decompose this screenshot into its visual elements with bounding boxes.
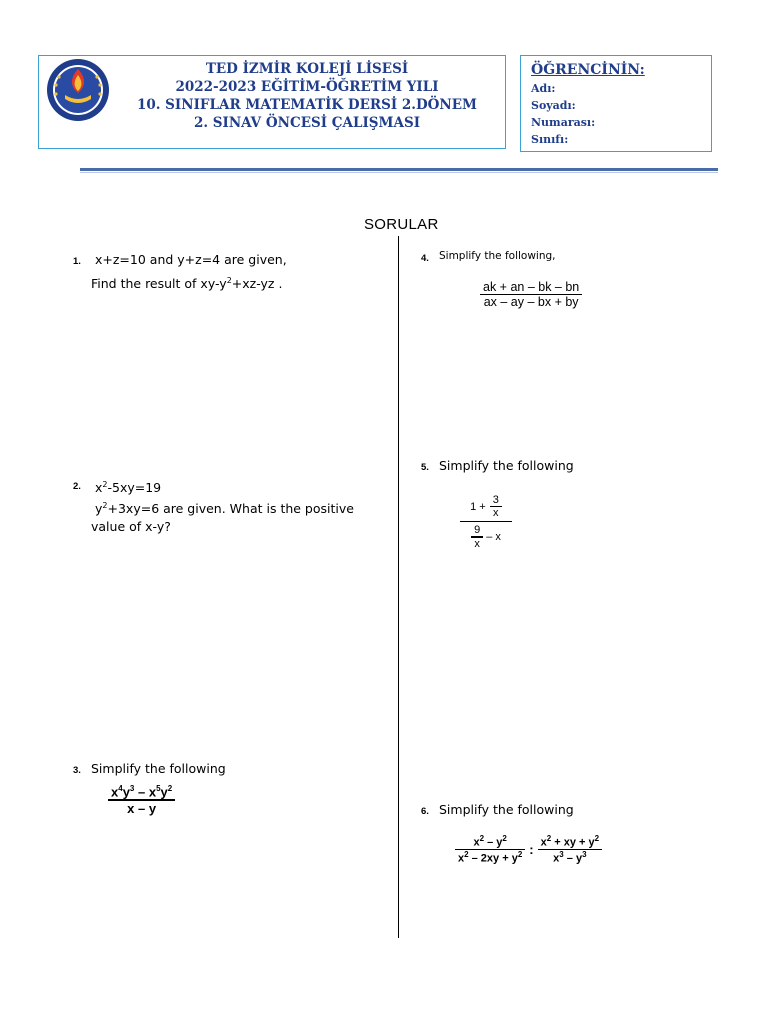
question-2-line-2: $y^2+3xy=6$ are given. What is the positive	[95, 501, 354, 517]
question-5-top	[470, 494, 502, 519]
question-3-text: Simplify the following	[91, 761, 226, 776]
question-1-line-2: Find the result of $xy-y^2+xz-yz$ .	[91, 276, 283, 292]
student-info-title: ÖĞRENCİNİN:	[531, 62, 645, 78]
question-5-complex-fraction	[460, 494, 512, 550]
question-6-fraction-1	[455, 834, 525, 865]
school-title-block	[112, 60, 502, 132]
question-4-fraction	[480, 280, 582, 309]
student-surname-field[interactable]: Soyadı:	[531, 99, 576, 112]
question-4-numerator: ak + an – bk – bn	[483, 280, 580, 294]
student-info-box	[520, 55, 712, 152]
question-5-bottom-fraction	[471, 524, 483, 549]
school-name: TED İZMİR KOLEJİ LİSESİ	[205, 61, 409, 77]
question-5-text: Simplify the following	[439, 458, 574, 473]
question-6-fraction-1-denominator: $x^2 - 2xy + y^2$	[458, 849, 523, 865]
exam-title: 2. SINAV ÖNCESİ ÇALIŞMASI	[193, 115, 421, 131]
question-2-number: 2.	[73, 481, 81, 492]
student-class-field[interactable]: Sınıfı:	[531, 133, 569, 146]
question-1-number: 1.	[73, 256, 81, 267]
question-2-line-3: value of x-y?	[91, 519, 171, 534]
question-5-number: 5.	[421, 462, 429, 473]
question-5-bottom-num: 9	[474, 524, 481, 537]
student-name-field[interactable]: Adı:	[531, 82, 556, 95]
header-divider	[80, 168, 718, 171]
student-number-field[interactable]: Numarası:	[531, 116, 596, 129]
question-6-text: Simplify the following	[439, 802, 574, 817]
academic-year: 2022-2023 EĞİTİM-ÖĞRETİM YILI	[175, 79, 439, 95]
question-6-fraction-2-denominator: $x^3 - y^3$	[553, 849, 587, 865]
section-title: SORULAR	[364, 216, 439, 233]
question-3-fraction	[108, 784, 175, 816]
question-6-number: 6.	[421, 806, 429, 817]
question-1-line-1: x+z=10 and y+z=4 are given,	[95, 252, 287, 267]
column-divider	[398, 236, 399, 938]
question-4-denominator: ax – ay – bx + by	[483, 295, 579, 310]
question-4-number: 4.	[421, 253, 429, 264]
header-divider-shadow	[80, 172, 718, 173]
question-6-division-operator: :	[529, 841, 534, 857]
question-3-number: 3.	[73, 765, 81, 776]
course-title: 10. SINIFLAR MATEMATİK DERSİ 2.DÖNEM	[137, 97, 477, 113]
question-3-numerator: $x^4y^3 - x^5y^2$	[111, 784, 173, 800]
question-2-line-1: $x^2-5xy=19$	[95, 480, 162, 496]
question-5-top-whole: 1 +	[470, 500, 486, 513]
question-5-bottom	[471, 524, 501, 549]
question-5-top-den: x	[493, 507, 499, 520]
question-6-fraction-1-numerator: $x^2 - y^2$	[473, 834, 507, 849]
question-3-denominator: x – y	[127, 800, 157, 816]
question-5-main-bar	[460, 521, 512, 522]
school-logo-icon	[45, 57, 111, 123]
question-4-text: Simplify the following,	[439, 250, 556, 262]
question-5-top-num: 3	[492, 494, 499, 506]
question-5-top-fraction	[490, 494, 502, 519]
question-6-fraction-2	[538, 834, 602, 865]
question-6-expression	[455, 834, 602, 865]
question-5-bottom-tail: – x	[486, 531, 501, 544]
question-6-fraction-2-numerator: $x^2$ + xy + $y^2$	[540, 834, 600, 849]
question-5-bottom-den: x	[474, 537, 480, 550]
